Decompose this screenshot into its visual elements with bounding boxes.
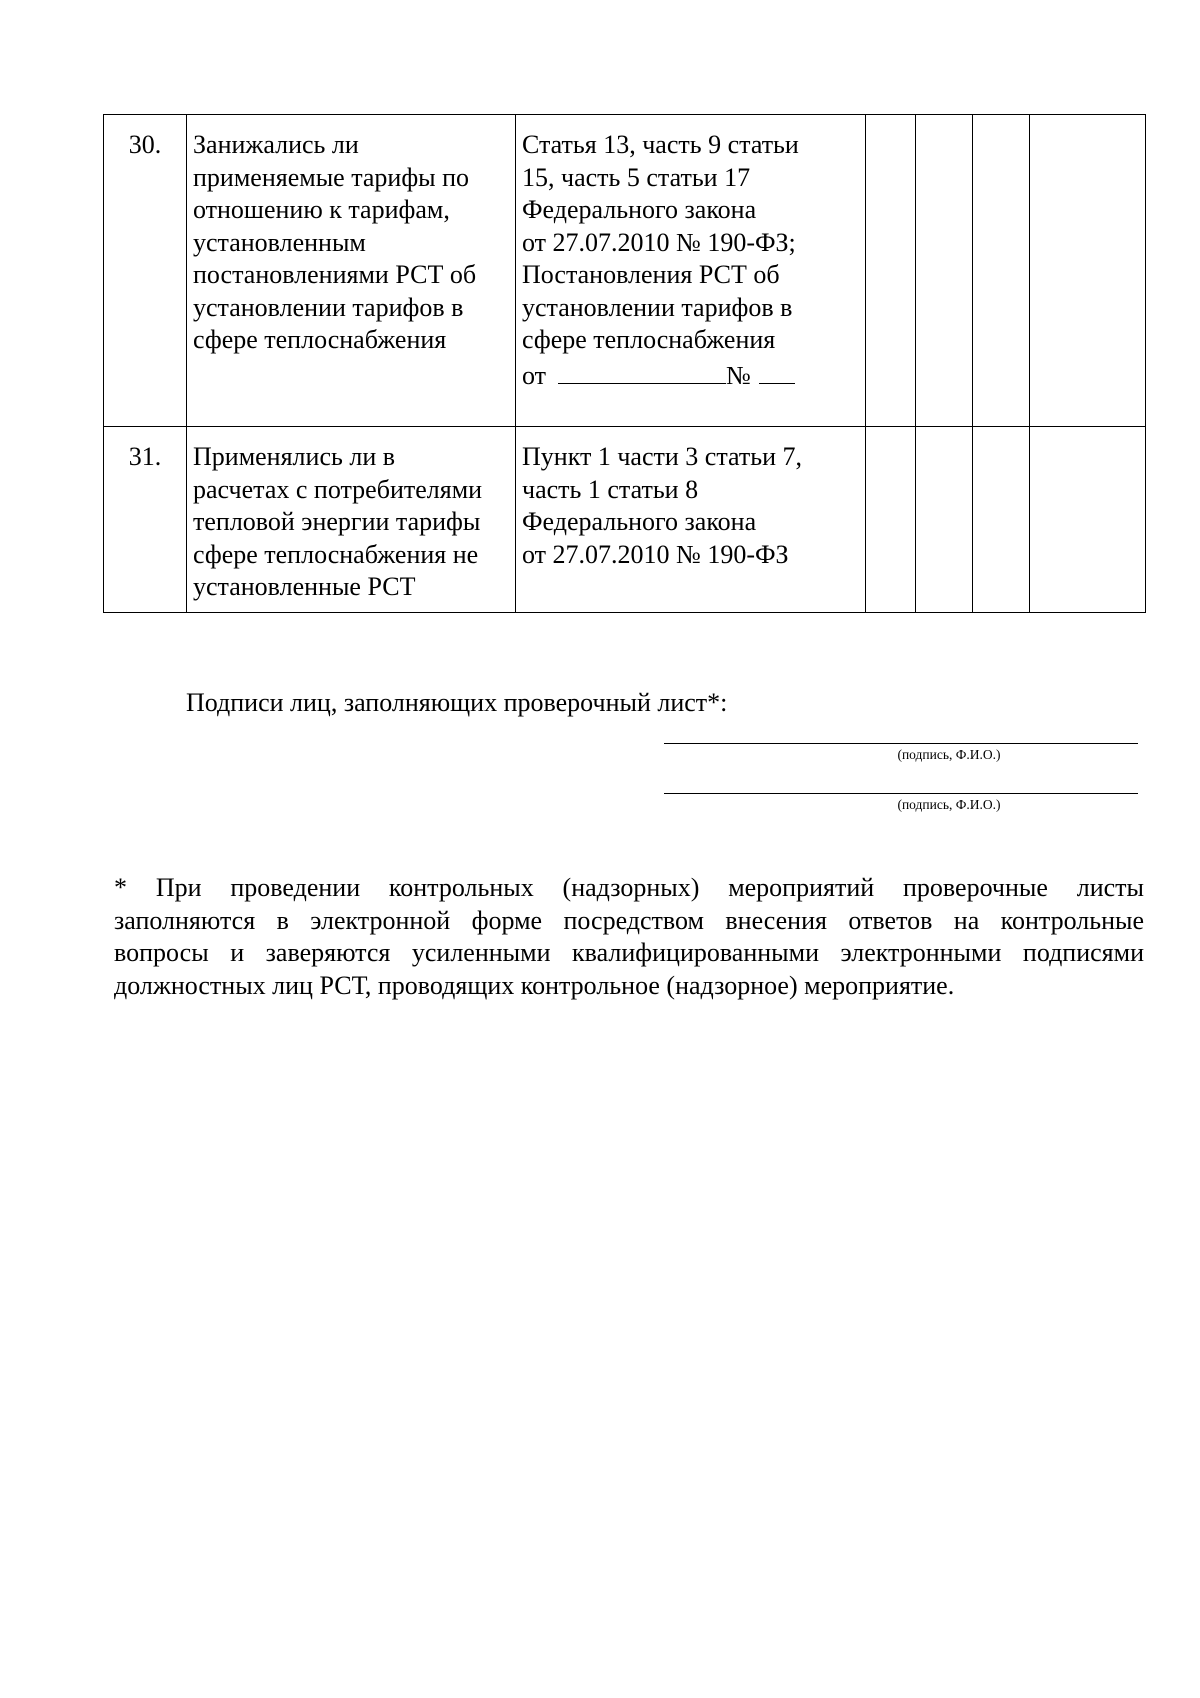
note-cell[interactable] — [1030, 427, 1146, 613]
signature-caption: (подпись, Ф.И.О.) — [897, 797, 1001, 812]
signatures-heading: Подписи лиц, заполняющих проверочный лист*: — [186, 688, 728, 717]
answer-cell[interactable] — [866, 427, 916, 613]
reference-date-line — [522, 357, 859, 393]
footnote-line: вопросы и заверяются усиленными квалифицированными электронными подписями — [114, 938, 1144, 967]
table-row — [104, 427, 1146, 613]
answer-cell[interactable] — [973, 115, 1030, 427]
question-line: постановлениями РСТ об — [193, 260, 477, 289]
question-line: тепловой энергии тарифы — [193, 507, 481, 536]
question-line: сфере теплоснабжения — [193, 325, 447, 354]
question-line: установленным — [193, 227, 366, 257]
footnote-line: заполняются в электронной форме посредством внесения ответов на контрольные — [114, 905, 1144, 935]
answer-cell[interactable] — [973, 427, 1030, 613]
footnote-line: должностных лиц РСТ, проводящих контрольное (надзорное) мероприятие. — [114, 970, 955, 1000]
reference-line: от 27.07.2010 № 190-ФЗ — [522, 539, 789, 569]
reference-cell — [516, 115, 866, 427]
reference-line: 15, часть 5 статьи 17 — [522, 162, 751, 192]
checklist-table — [103, 114, 1146, 613]
row-number: 31. — [104, 427, 187, 613]
row-number: 30. — [104, 115, 187, 427]
question-cell — [187, 427, 516, 613]
answer-cell[interactable] — [916, 115, 973, 427]
reference-line: часть 1 статьи 8 — [522, 474, 699, 504]
reference-line: Федерального закона — [522, 195, 757, 224]
reference-line: Федерального закона — [522, 507, 757, 536]
reference-line: Статья 13, часть 9 статьи — [522, 130, 799, 159]
footnote-line: * При проведении контрольных (надзорных) мероприятий проверочные листы — [114, 873, 1144, 902]
reference-line: Пункт 1 части 3 статьи 7, — [522, 442, 802, 471]
question-cell — [187, 115, 516, 427]
table-row — [104, 115, 1146, 427]
reference-line: сфере теплоснабжения — [522, 325, 776, 354]
number-blank-field[interactable] — [759, 357, 795, 384]
signature-block — [664, 743, 1138, 763]
question-line: сфере теплоснабжения не — [193, 539, 479, 569]
note-cell[interactable] — [1030, 115, 1146, 427]
question-line: Занижались ли — [193, 130, 359, 159]
number-sign: № — [726, 360, 751, 390]
reference-line: от 27.07.2010 № 190-ФЗ; — [522, 227, 796, 257]
signature-block — [664, 793, 1138, 813]
question-line: расчетах с потребителями — [193, 474, 483, 504]
reference-date-prefix: от — [522, 360, 547, 390]
reference-line: установлении тарифов в — [522, 292, 793, 322]
question-line: установленные РСТ — [193, 572, 416, 601]
answer-cell[interactable] — [866, 115, 916, 427]
question-line: применяемые тарифы по — [193, 162, 470, 192]
reference-line: Постановления РСТ об — [522, 260, 780, 289]
date-blank-field[interactable] — [558, 357, 726, 384]
question-line: отношению к тарифам, — [193, 195, 450, 224]
signature-caption: (подпись, Ф.И.О.) — [897, 747, 1001, 762]
question-line: Применялись ли в — [193, 442, 396, 471]
reference-cell — [516, 427, 866, 613]
footnote — [114, 872, 1144, 1002]
question-line: установлении тарифов в — [193, 292, 464, 322]
answer-cell[interactable] — [916, 427, 973, 613]
